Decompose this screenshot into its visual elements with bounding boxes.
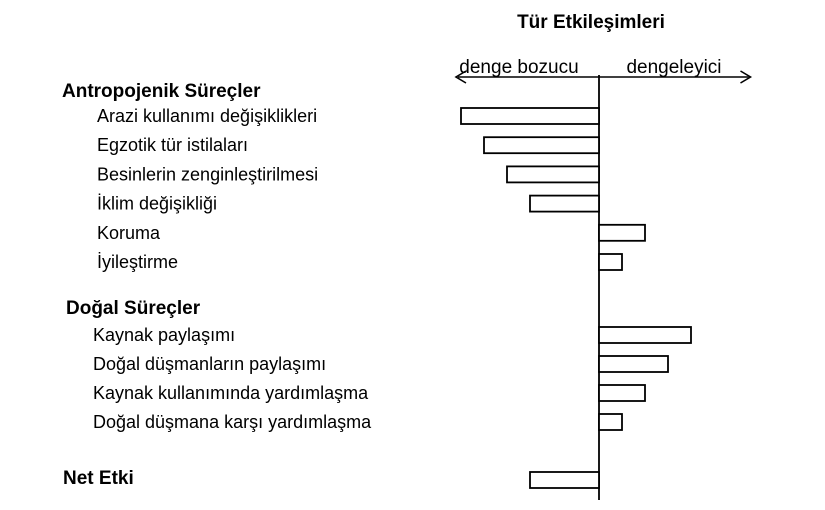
bar bbox=[599, 254, 622, 270]
axis-label-stabilizing: dengeleyici bbox=[626, 57, 722, 78]
row-label: Egzotik tür istilaları bbox=[97, 135, 249, 156]
group-header: Antropojenik Süreçler bbox=[62, 81, 261, 102]
bar bbox=[599, 327, 691, 343]
bar bbox=[599, 385, 645, 401]
row-label: İyileştirme bbox=[97, 252, 179, 272]
bar bbox=[599, 356, 668, 372]
row-label: Besinlerin zenginleştirilmesi bbox=[97, 164, 319, 185]
bar bbox=[507, 166, 599, 182]
bar bbox=[484, 137, 599, 153]
row-label: Kaynak kullanımında yardımlaşma bbox=[93, 383, 369, 403]
row-labels bbox=[62, 81, 372, 489]
group-header: Net Etki bbox=[63, 468, 134, 489]
group-header: Doğal Süreçler bbox=[66, 298, 201, 319]
bar bbox=[530, 196, 599, 212]
row-label: Doğal düşmana karşı yardımlaşma bbox=[93, 412, 372, 432]
bar bbox=[530, 472, 599, 488]
bar bbox=[461, 108, 599, 124]
bar bbox=[599, 414, 622, 430]
row-label: Koruma bbox=[97, 222, 161, 243]
row-label: İklim değişikliği bbox=[97, 193, 218, 214]
axes bbox=[456, 71, 751, 500]
axis-label-destabilizing: denge bozucu bbox=[459, 57, 579, 78]
chart-title: Tür Etkileşimleri bbox=[517, 12, 665, 33]
row-label: Kaynak paylaşımı bbox=[93, 325, 236, 345]
bar bbox=[599, 225, 645, 241]
bars bbox=[461, 108, 691, 488]
row-label: Arazi kullanımı değişiklikleri bbox=[97, 106, 318, 126]
row-label: Doğal düşmanların paylaşımı bbox=[93, 354, 327, 374]
